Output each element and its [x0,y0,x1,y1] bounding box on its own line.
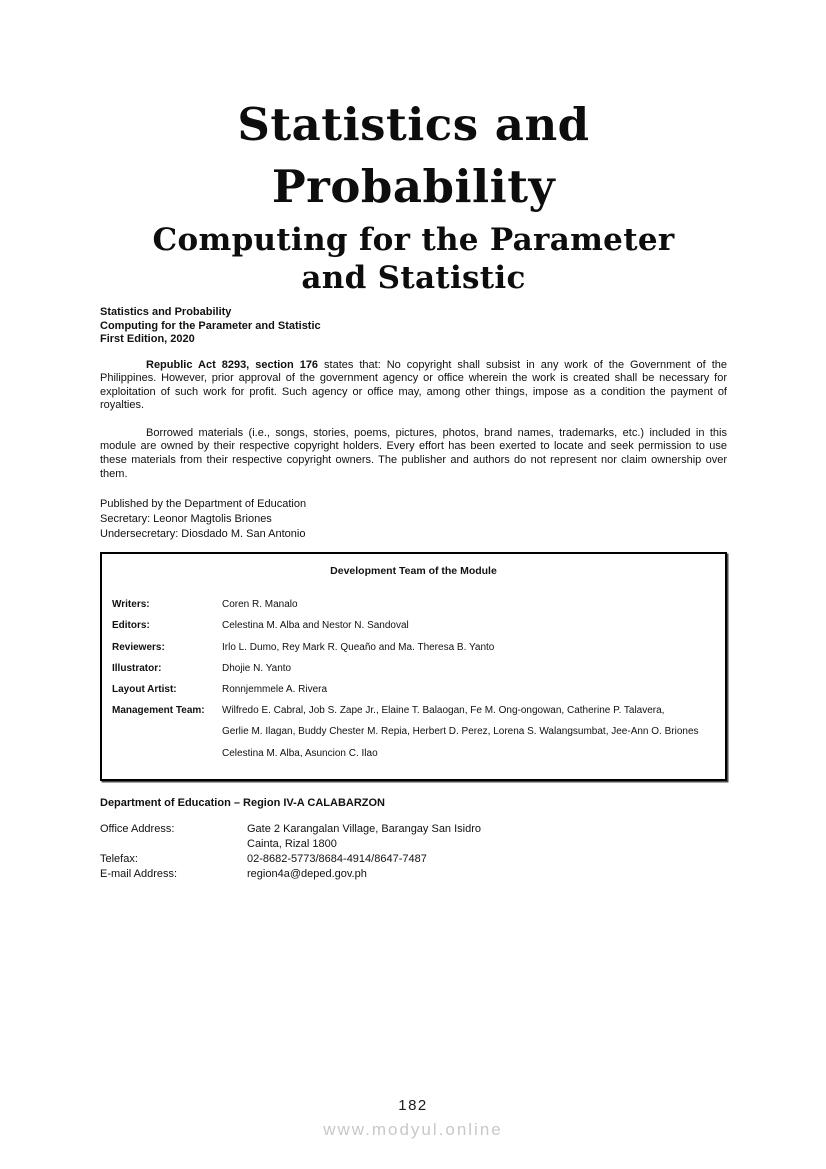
contact-label: Telefax: [100,853,138,866]
team-row-reviewers [112,642,715,663]
meta-edition: First Edition, 2020 [100,333,195,345]
published-by-line: Published by the Department of Education [100,498,307,511]
secretary-line: Secretary: Leonor Magtolis Briones [100,513,272,526]
contact-block [100,822,727,882]
subtitle-line1: Computing for the Parameter [152,222,675,258]
contact-value: region4a@deped.gov.ph [247,868,367,881]
publisher-block [100,497,727,542]
page-number: 182 [398,1097,428,1114]
team-row-layout-artist [112,684,715,705]
team-row-value: Coren R. Manalo [222,599,298,611]
meta-module-title: Statistics and Probability [100,306,232,318]
team-row-label: Layout Artist: [112,684,177,695]
contact-value: Gate 2 Karangalan Village, Barangay San Isidro [247,823,482,836]
subtitle-line2: and Statistic [301,260,526,296]
main-title-line2: Probability [271,160,556,213]
team-box-heading: Development Team of the Module [330,565,497,578]
team-row-editors [112,620,715,641]
team-row-illustrator [112,663,715,684]
watermark: www.modyul.online [323,1120,503,1139]
contact-row-office-address [100,822,727,852]
team-row-label: Management Team: [112,705,205,717]
team-row-value: Celestina M. Alba and Nestor N. Sandoval [222,620,409,632]
copyright-paragraph-1 [100,359,727,413]
contact-value: Cainta, Rizal 1800 [247,838,337,851]
title-block [100,0,727,297]
republic-act-rest: states that: No copyright shall subsist in any work of the Government of the Philippines. However, prior approval of the government agency or office wherein the work is created shall be necessary for exploitation of such work for profit. Such agency or office may, among other things, impose as a condition the payment of royalties. [100,358,727,412]
contact-label: E-mail Address: [100,868,178,881]
republic-act-bold: Republic Act 8293, section 176 [146,358,319,371]
copyright-paragraph-2: Borrowed materials (i.e., songs, stories, poems, pictures, photos, brand names, trademarks, etc.) included in this module are owned by their respective copyright holders. Every effort has been exerted to locate and seek permission to use these materials from their respective copyright owners. The publisher and authors do not represent nor claim ownership over them. [100,426,727,480]
team-row-management-team [112,705,715,769]
team-row-value: Ronnjemmele A. Rivera [222,684,328,695]
team-row-label: Reviewers: [112,641,165,653]
team-row-value: Celestina M. Alba, Asuncion C. Ilao [222,747,378,759]
team-row-label: Writers: [112,599,150,611]
meta-module-subtitle: Computing for the Parameter and Statistic [100,319,321,332]
contact-row-telefax [100,852,727,867]
team-row-writers [112,599,715,620]
contact-label: Office Address: [100,823,175,836]
contact-value: 02-8682-5773/8684-4914/8647-7487 [247,853,427,866]
development-team-box [100,552,727,781]
team-row-value: Dhojie N. Yanto [222,662,292,674]
main-title [100,94,727,218]
team-row-label: Editors: [112,620,150,632]
team-row-value: Gerlie M. Ilagan, Buddy Chester M. Repia, Herbert D. Perez, Lorena S. Walangsumbat, Jee-Ann O. Briones [222,726,699,738]
team-row-label: Illustrator: [112,662,162,674]
edition-meta [100,306,727,347]
team-row-value: Irlo L. Dumo, Rey Mark R. Queaño and Ma. Theresa B. Yanto [222,641,495,653]
team-row-value: Wilfredo E. Cabral, Job S. Zape Jr., Elaine T. Balaogan, Fe M. Ong-ongowan, Catherine P. Talavera, [222,705,665,717]
subtitle [100,221,727,297]
contact-row-email [100,867,727,882]
main-title-line1: Statistics and [237,98,590,151]
undersecretary-line: Undersecretary: Diosdado M. San Antonio [100,528,306,541]
region-heading: Department of Education – Region IV-A CALABARZON [100,797,385,810]
